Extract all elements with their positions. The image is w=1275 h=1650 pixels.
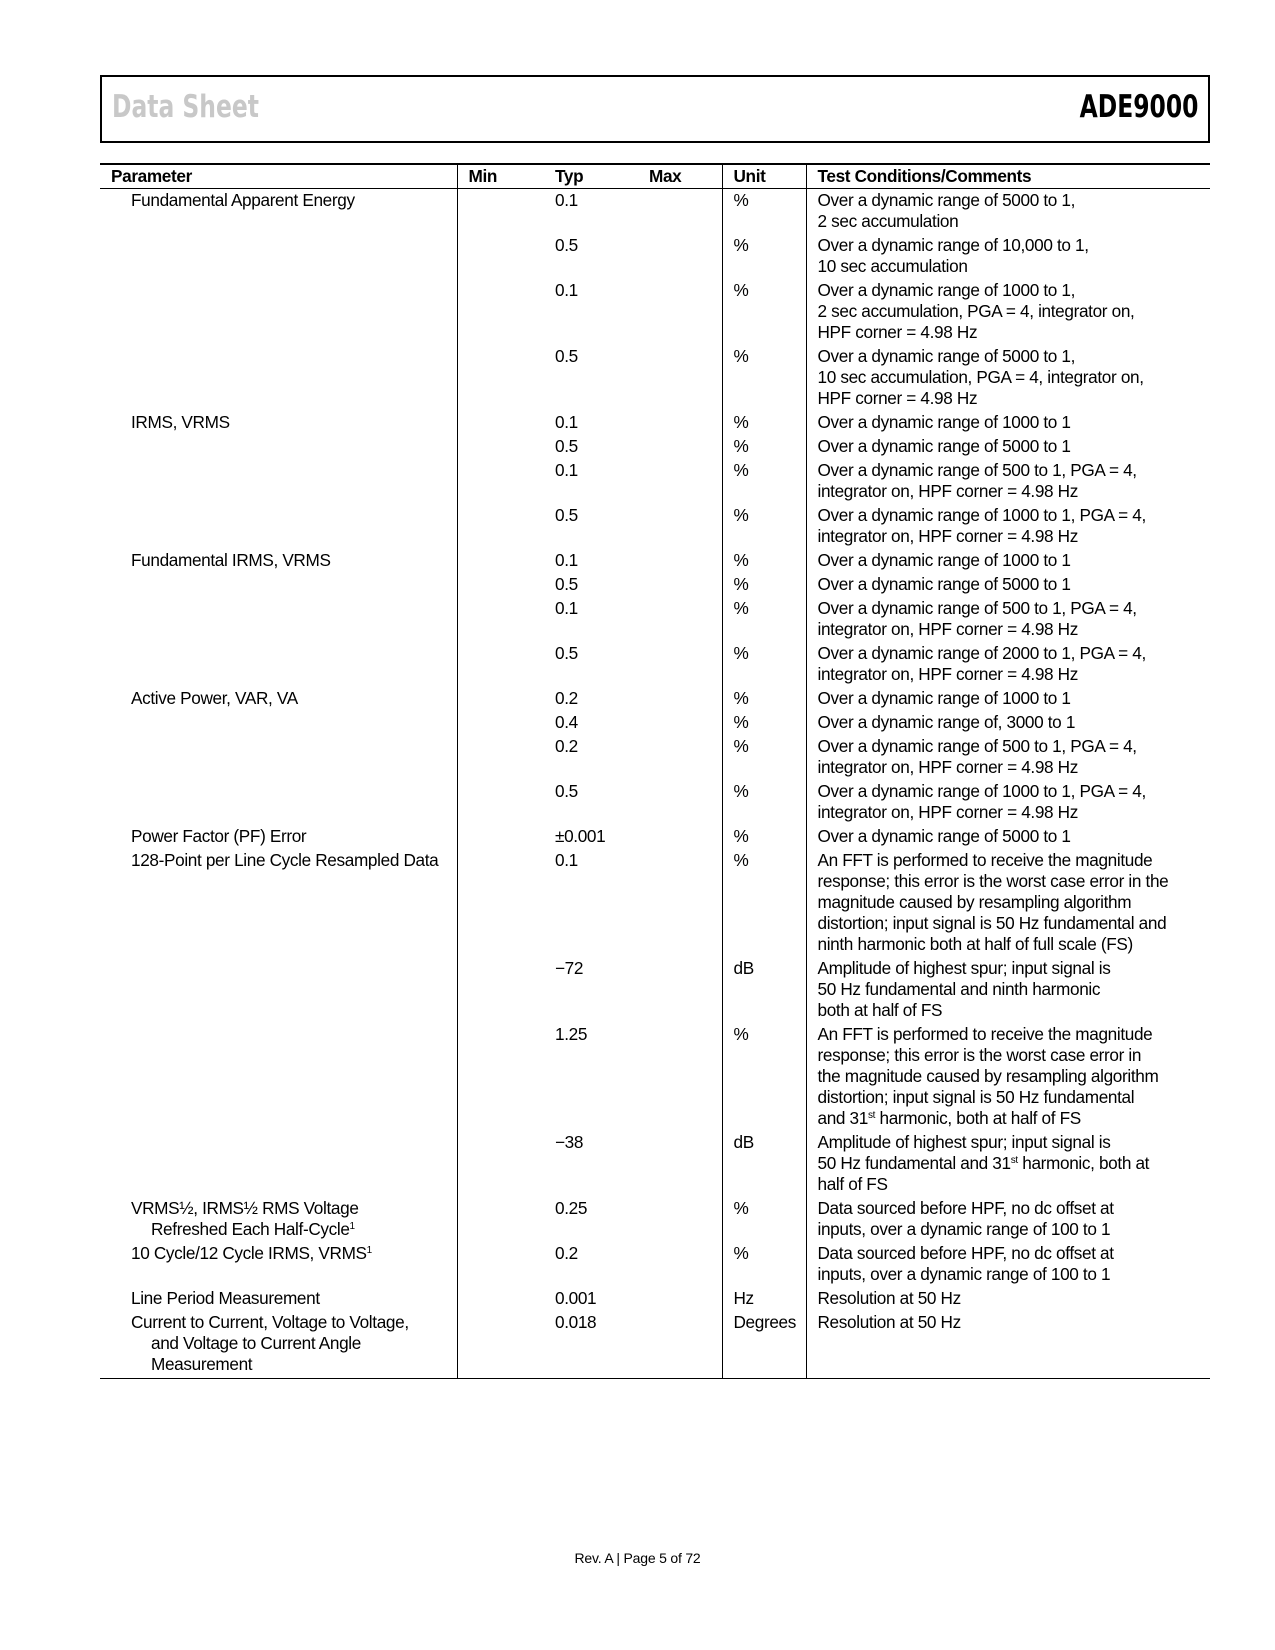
cell-comments [806, 345, 1210, 411]
cell-parameter [100, 234, 457, 279]
cell-min [457, 825, 544, 849]
cell-line: An FFT is performed to receive the magnitude [817, 1024, 1153, 1044]
cell-unit: % [722, 1197, 806, 1242]
table-row [100, 411, 1210, 435]
page-footer: Rev. A | Page 5 of 72 [574, 1550, 701, 1566]
table-row [100, 1242, 1210, 1287]
cell-typ: 0.5 [555, 643, 578, 663]
table-row [100, 687, 1210, 711]
table-row [100, 780, 1210, 825]
cell-line: inputs, over a dynamic range of 100 to 1 [817, 1264, 1111, 1284]
cell-min [457, 849, 544, 957]
cell-line: Data sourced before HPF, no dc offset at [817, 1198, 1114, 1218]
cell-min [457, 1242, 544, 1287]
cell-parameter [100, 825, 457, 849]
cell-typ: 0.25 [555, 1198, 588, 1218]
cell-unit: % [722, 573, 806, 597]
cell-min [457, 711, 544, 735]
cell-unit: dB [722, 1131, 806, 1197]
cell-comments [806, 549, 1210, 573]
cell-parameter [100, 549, 457, 573]
cell-typ: 0.5 [555, 436, 578, 456]
cell-comments [806, 849, 1210, 957]
cell-parameter [100, 411, 457, 435]
cell-line: Over a dynamic range of 5000 to 1, [817, 190, 1076, 210]
cell-comments [806, 189, 1210, 235]
cell-min [457, 549, 544, 573]
cell-max [638, 1287, 722, 1311]
cell-unit: % [722, 642, 806, 687]
cell-comments [806, 411, 1210, 435]
cell-min [457, 459, 544, 504]
cell-max [638, 411, 722, 435]
part-number: ADE9000 [1079, 89, 1198, 125]
table-row [100, 189, 1210, 235]
cell-max [638, 459, 722, 504]
cell-line: IRMS, VRMS [131, 412, 230, 432]
cell-comments [806, 573, 1210, 597]
table-row [100, 435, 1210, 459]
cell-parameter [100, 735, 457, 780]
cell-typ: 0.5 [555, 235, 578, 255]
table-row [100, 825, 1210, 849]
table-row [100, 597, 1210, 642]
cell-max [638, 435, 722, 459]
cell-max [638, 849, 722, 957]
cell-typ: 0.1 [555, 280, 578, 300]
cell-min [457, 687, 544, 711]
cell-line: Resolution at 50 Hz [817, 1312, 961, 1332]
cell-comments [806, 1023, 1210, 1131]
specifications-table [100, 163, 1210, 1379]
table-row [100, 504, 1210, 549]
cell-min [457, 504, 544, 549]
cell-unit: % [722, 459, 806, 504]
cell-comments [806, 711, 1210, 735]
cell-max [638, 957, 722, 1023]
cell-line: Over a dynamic range of, 3000 to 1 [817, 712, 1076, 732]
cell-typ: −72 [555, 958, 584, 978]
cell-line: Over a dynamic range of 500 to 1, PGA = 4, [817, 736, 1137, 756]
cell-line: Over a dynamic range of 5000 to 1 [817, 574, 1071, 594]
cell-unit: % [722, 780, 806, 825]
cell-line: 2 sec accumulation [817, 211, 959, 231]
cell-parameter [100, 687, 457, 711]
cell-typ: 0.2 [555, 736, 578, 756]
cell-line: response; this error is the worst case error in the [817, 871, 1169, 891]
cell-min [457, 1311, 544, 1379]
cell-unit: % [722, 1242, 806, 1287]
cell-min [457, 957, 544, 1023]
cell-unit: % [722, 435, 806, 459]
table-row [100, 234, 1210, 279]
cell-typ: 0.5 [555, 505, 578, 525]
column-header-typ: Typ [544, 164, 638, 189]
cell-line: distortion; input signal is 50 Hz fundamental and [817, 913, 1167, 933]
cell-line: Line Period Measurement [131, 1288, 320, 1308]
cell-typ: −38 [555, 1132, 584, 1152]
cell-max [638, 1023, 722, 1131]
cell-line: Data sourced before HPF, no dc offset at [817, 1243, 1114, 1263]
cell-max [638, 780, 722, 825]
cell-max [638, 687, 722, 711]
cell-line: Measurement [151, 1354, 253, 1374]
cell-typ: 0.001 [555, 1288, 597, 1308]
cell-line: Fundamental IRMS, VRMS [131, 550, 331, 570]
cell-line: both at half of FS [817, 1000, 943, 1020]
cell-unit: % [722, 411, 806, 435]
cell-typ: 0.2 [555, 1243, 578, 1263]
cell-typ: 0.018 [544, 1311, 638, 1379]
cell-comments [806, 1131, 1210, 1197]
cell-line: ninth harmonic both at half of full scale (FS) [817, 934, 1133, 954]
cell-unit: % [722, 234, 806, 279]
cell-parameter [100, 189, 457, 235]
cell-line: An FFT is performed to receive the magnitude [817, 850, 1153, 870]
cell-comments [806, 642, 1210, 687]
cell-unit: % [722, 825, 806, 849]
cell-comments [806, 687, 1210, 711]
cell-line: 2 sec accumulation, PGA = 4, integrator on, [817, 301, 1135, 321]
table-row [100, 1023, 1210, 1131]
cell-line: the magnitude caused by resampling algorithm [817, 1066, 1159, 1086]
cell-min [457, 279, 544, 345]
cell-line: 50 Hz fundamental and 31st harmonic, both at [817, 1153, 1150, 1173]
table-row [100, 345, 1210, 411]
cell-unit: Hz [722, 1287, 806, 1311]
column-header-max: Max [638, 164, 722, 189]
table-row [100, 459, 1210, 504]
cell-line: HPF corner = 4.98 Hz [817, 322, 978, 342]
cell-line: Over a dynamic range of 2000 to 1, PGA = 4, [817, 643, 1146, 663]
cell-typ: 0.1 [555, 190, 578, 210]
cell-comments [806, 504, 1210, 549]
cell-line: Over a dynamic range of 10,000 to 1, [817, 235, 1089, 255]
cell-line: Over a dynamic range of 5000 to 1 [817, 826, 1071, 846]
cell-min [457, 345, 544, 411]
cell-parameter [100, 504, 457, 549]
cell-typ: ±0.001 [555, 826, 606, 846]
cell-min [457, 642, 544, 687]
cell-line: integrator on, HPF corner = 4.98 Hz [817, 802, 1078, 822]
cell-parameter [100, 345, 457, 411]
cell-unit: % [722, 279, 806, 345]
cell-parameter [100, 573, 457, 597]
cell-parameter [100, 1242, 457, 1287]
cell-line: HPF corner = 4.98 Hz [817, 388, 978, 408]
table-row [100, 1287, 1210, 1311]
cell-line: 10 sec accumulation, PGA = 4, integrator on, [817, 367, 1144, 387]
cell-unit: % [722, 735, 806, 780]
table-row [100, 1131, 1210, 1197]
table-row [100, 849, 1210, 957]
cell-line: Amplitude of highest spur; input signal is [817, 1132, 1111, 1152]
column-header-unit: Unit [722, 164, 806, 189]
cell-min [457, 1287, 544, 1311]
cell-max [638, 279, 722, 345]
cell-max [638, 1242, 722, 1287]
cell-typ: 0.4 [555, 712, 578, 732]
cell-line: integrator on, HPF corner = 4.98 Hz [817, 664, 1078, 684]
cell-line: integrator on, HPF corner = 4.98 Hz [817, 481, 1078, 501]
cell-parameter [100, 642, 457, 687]
cell-max [638, 735, 722, 780]
cell-line: response; this error is the worst case error in [817, 1045, 1142, 1065]
cell-max [638, 642, 722, 687]
cell-line: Over a dynamic range of 1000 to 1, PGA = 4, [817, 781, 1146, 801]
cell-unit: % [722, 597, 806, 642]
page-header [100, 75, 1210, 143]
cell-max [638, 1197, 722, 1242]
cell-line: VRMS½, IRMS½ RMS Voltage [131, 1198, 359, 1218]
cell-line: distortion; input signal is 50 Hz fundamental [817, 1087, 1135, 1107]
cell-parameter [100, 849, 457, 957]
cell-parameter [100, 1131, 457, 1197]
table-row [100, 549, 1210, 573]
cell-min [457, 573, 544, 597]
cell-line: Over a dynamic range of 1000 to 1, [817, 280, 1076, 300]
cell-max [638, 1131, 722, 1197]
cell-line: Over a dynamic range of 1000 to 1 [817, 550, 1071, 570]
cell-min [457, 1131, 544, 1197]
table-row [100, 957, 1210, 1023]
cell-typ: 0.5 [555, 346, 578, 366]
column-header-min: Min [457, 164, 544, 189]
cell-comments [806, 1311, 1210, 1379]
cell-line: integrator on, HPF corner = 4.98 Hz [817, 757, 1078, 777]
cell-comments [806, 735, 1210, 780]
cell-min [457, 189, 544, 235]
cell-max [638, 1311, 722, 1379]
cell-min [457, 735, 544, 780]
cell-max [638, 504, 722, 549]
cell-max [638, 711, 722, 735]
table-row [100, 279, 1210, 345]
cell-typ: 0.1 [555, 598, 578, 618]
cell-typ: 0.1 [555, 850, 578, 870]
cell-max [638, 234, 722, 279]
table-row [100, 573, 1210, 597]
cell-line: Over a dynamic range of 1000 to 1 [817, 688, 1071, 708]
table-row [100, 1311, 1210, 1379]
cell-line: Over a dynamic range of 5000 to 1, [817, 346, 1076, 366]
cell-typ: 1.25 [555, 1024, 588, 1044]
cell-parameter [100, 279, 457, 345]
cell-min [457, 780, 544, 825]
cell-line: Power Factor (PF) Error [131, 826, 307, 846]
cell-comments [806, 780, 1210, 825]
cell-parameter [100, 459, 457, 504]
cell-line: magnitude caused by resampling algorithm [817, 892, 1132, 912]
cell-comments [806, 825, 1210, 849]
cell-comments [806, 234, 1210, 279]
table-header-row [100, 164, 1210, 189]
cell-comments [806, 279, 1210, 345]
cell-line: Amplitude of highest spur; input signal is [817, 958, 1111, 978]
cell-unit: % [722, 711, 806, 735]
cell-unit: Degrees [722, 1311, 806, 1379]
cell-line: inputs, over a dynamic range of 100 to 1 [817, 1219, 1111, 1239]
cell-max [638, 825, 722, 849]
cell-line: Over a dynamic range of 1000 to 1, PGA = 4, [817, 505, 1146, 525]
table-row [100, 642, 1210, 687]
cell-min [457, 597, 544, 642]
cell-typ: 0.1 [555, 460, 578, 480]
cell-line: and Voltage to Current Angle [151, 1333, 361, 1353]
cell-max [638, 597, 722, 642]
cell-max [638, 549, 722, 573]
cell-comments [806, 459, 1210, 504]
cell-min [457, 411, 544, 435]
cell-parameter [100, 957, 457, 1023]
cell-unit: % [722, 345, 806, 411]
cell-typ: 0.5 [555, 781, 578, 801]
cell-min [457, 1197, 544, 1242]
cell-line: Current to Current, Voltage to Voltage, [131, 1312, 409, 1332]
cell-unit: % [722, 1023, 806, 1131]
cell-line: 10 sec accumulation [817, 256, 968, 276]
column-header-parameter: Parameter [100, 164, 457, 189]
datasheet-label: Data Sheet [112, 89, 259, 125]
cell-parameter [100, 1311, 457, 1379]
cell-parameter [100, 435, 457, 459]
cell-line: Active Power, VAR, VA [131, 688, 298, 708]
cell-unit: % [722, 849, 806, 957]
cell-typ: 0.5 [555, 574, 578, 594]
cell-line: Over a dynamic range of 1000 to 1 [817, 412, 1071, 432]
cell-typ: 0.2 [555, 688, 578, 708]
cell-comments [806, 1287, 1210, 1311]
cell-parameter [100, 780, 457, 825]
cell-line: Over a dynamic range of 500 to 1, PGA = 4, [817, 598, 1137, 618]
cell-unit: % [722, 504, 806, 549]
cell-line: Over a dynamic range of 5000 to 1 [817, 436, 1071, 456]
cell-line: Fundamental Apparent Energy [131, 190, 355, 210]
cell-min [457, 435, 544, 459]
table-row [100, 711, 1210, 735]
cell-max [638, 345, 722, 411]
cell-typ: 0.1 [555, 412, 578, 432]
cell-unit: dB [722, 957, 806, 1023]
cell-comments [806, 597, 1210, 642]
cell-line: half of FS [817, 1174, 888, 1194]
cell-min [457, 1023, 544, 1131]
cell-comments [806, 957, 1210, 1023]
cell-line: 10 Cycle/12 Cycle IRMS, VRMS$^1$ [131, 1243, 372, 1263]
cell-parameter [100, 711, 457, 735]
cell-line: integrator on, HPF corner = 4.98 Hz [817, 526, 1078, 546]
cell-comments [806, 435, 1210, 459]
cell-max [638, 573, 722, 597]
table-row [100, 1197, 1210, 1242]
cell-line: 128-Point per Line Cycle Resampled Data [131, 850, 439, 870]
cell-comments [806, 1197, 1210, 1242]
cell-comments [806, 1242, 1210, 1287]
cell-min [457, 234, 544, 279]
cell-parameter [100, 1287, 457, 1311]
cell-parameter [100, 1197, 457, 1242]
cell-line: Refreshed Each Half-Cycle$^1$ [151, 1219, 355, 1239]
cell-unit: % [722, 549, 806, 573]
cell-line: 50 Hz fundamental and ninth harmonic [817, 979, 1101, 999]
cell-max [638, 189, 722, 235]
table-body [100, 189, 1210, 1379]
cell-unit: % [722, 189, 806, 235]
cell-line: integrator on, HPF corner = 4.98 Hz [817, 619, 1078, 639]
column-header-comments: Test Conditions/Comments [806, 164, 1210, 189]
cell-line: Over a dynamic range of 500 to 1, PGA = 4, [817, 460, 1137, 480]
cell-typ: 0.1 [555, 550, 578, 570]
cell-parameter [100, 597, 457, 642]
cell-parameter [100, 1023, 457, 1131]
cell-unit: % [722, 687, 806, 711]
cell-line: Resolution at 50 Hz [817, 1288, 961, 1308]
cell-line: and 31st harmonic, both at half of FS [817, 1108, 1081, 1128]
table-row [100, 735, 1210, 780]
